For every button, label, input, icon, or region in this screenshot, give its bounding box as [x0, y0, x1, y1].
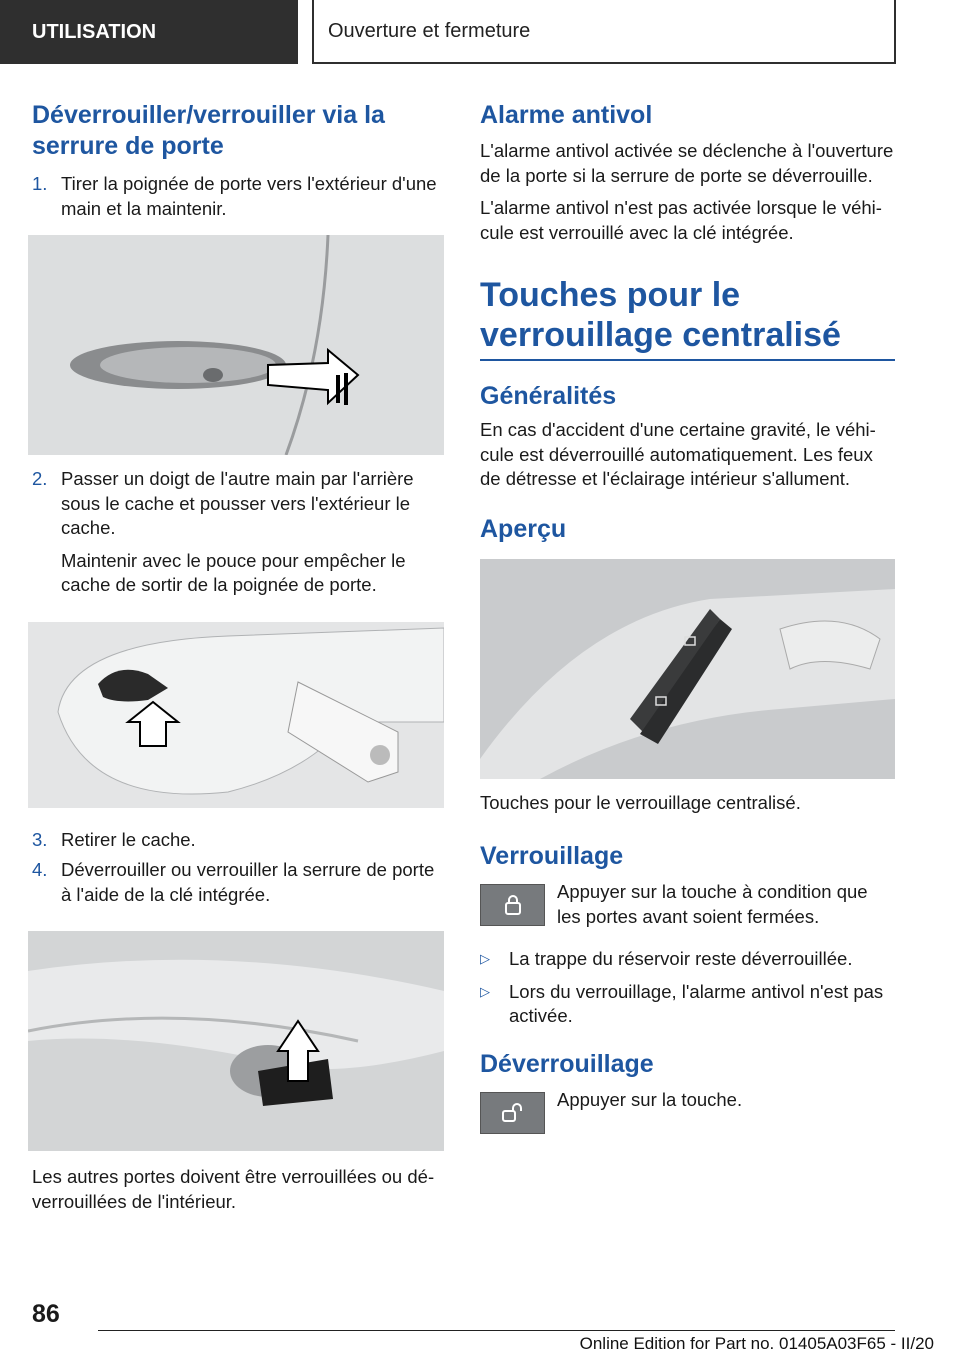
- page-number: 86: [32, 1300, 60, 1328]
- step-text: Retirer le cache.: [61, 828, 196, 850]
- overview-heading: Aperçu: [480, 514, 567, 543]
- step-text: Déverrouiller ou verrouiller la serrure de porte à l'aide de la clé intégrée.: [61, 859, 435, 905]
- step-text: Tirer la poignée de porte vers l'extérieur d'une main et la maintenir.: [61, 173, 437, 219]
- bullet-text: La trappe du réservoir reste déverrouillée.: [509, 948, 853, 969]
- chapter-title: Ouverture et fermeture: [328, 19, 531, 42]
- alarm-text-1: L'alarme antivol activée se déclenche à l'ouverture de la porte si la serrure de porte se déverrouille.: [480, 140, 894, 186]
- edition-note: Online Edition for Part no. 01405A03F65 - II/20: [579, 1334, 934, 1353]
- unlock-instruction: [480, 1088, 895, 1134]
- bullet-text: Lors du verrouillage, l'alarme antivol n'est pas activée.: [509, 980, 884, 1026]
- closing-note: Les autres portes doivent être verrouillées ou déverrouillées de l'intérieur.: [32, 1166, 435, 1212]
- step-2: [32, 467, 446, 541]
- step-number: 2.: [32, 468, 48, 489]
- lock-heading: Verrouillage: [480, 842, 624, 870]
- chapter-tab: [312, 0, 896, 64]
- lock-bullet-2: [480, 980, 895, 1029]
- step-2-note: Maintenir avec le pouce pour empêcher le cache de sortir de la poignée de porte.: [61, 549, 406, 595]
- central-locking-heading: Touches pour le verrouillage centralisé: [480, 276, 841, 354]
- triangle-bullet-icon: ▷: [480, 983, 490, 999]
- general-heading: Généralités: [480, 382, 617, 410]
- handle-cover-image: [28, 622, 444, 808]
- lock-icon: [480, 884, 545, 926]
- footer-rule: [98, 1330, 895, 1331]
- lock-instruction: [480, 880, 895, 929]
- door-handle-image: [28, 235, 444, 455]
- unlock-text: Appuyer sur la touche.: [557, 1088, 743, 1110]
- section-tab: [0, 0, 298, 64]
- step-1: [32, 172, 446, 221]
- alarm-text-2: L'alarme antivol n'est pas activée lorsque le véhicule est verrouillé avec la clé intégrée.: [480, 197, 882, 243]
- alarm-heading: Alarme antivol: [480, 101, 653, 129]
- lock-bullet-1: [480, 947, 895, 972]
- triangle-bullet-icon: ▷: [480, 951, 490, 966]
- section-title: UTILISATION: [32, 20, 157, 43]
- right-column: [480, 100, 895, 1134]
- key-in-lock-image: [28, 931, 444, 1151]
- unlock-heading: Déverrouillage: [480, 1049, 654, 1078]
- heading-rule: [480, 359, 895, 361]
- overview-caption: Touches pour le verrouillage centralisé.: [480, 791, 801, 813]
- step-number: 1.: [32, 173, 48, 194]
- unlock-icon: [480, 1092, 545, 1134]
- step-number: 4.: [32, 859, 48, 880]
- lock-text: Appuyer sur la touche à condition que les portes avant soient fermées.: [557, 881, 868, 927]
- step-3: [32, 828, 446, 853]
- step-text: Passer un doigt de l'autre main par l'arrière sous le cache et pousser vers l'extérieur le cache.: [61, 468, 414, 538]
- central-locking-buttons-image: [480, 559, 895, 779]
- general-text: En cas d'accident d'une certaine gravité, le véhicule est déverrouillé automatiquement. Les feux de détresse et l'éclairage intérieur s'allument.: [480, 419, 876, 489]
- left-column: [32, 100, 446, 1214]
- door-lock-heading: Déverrouiller/verrouiller via la serrure de porte: [32, 101, 385, 160]
- step-number: 3.: [32, 828, 48, 850]
- step-4: [32, 858, 446, 907]
